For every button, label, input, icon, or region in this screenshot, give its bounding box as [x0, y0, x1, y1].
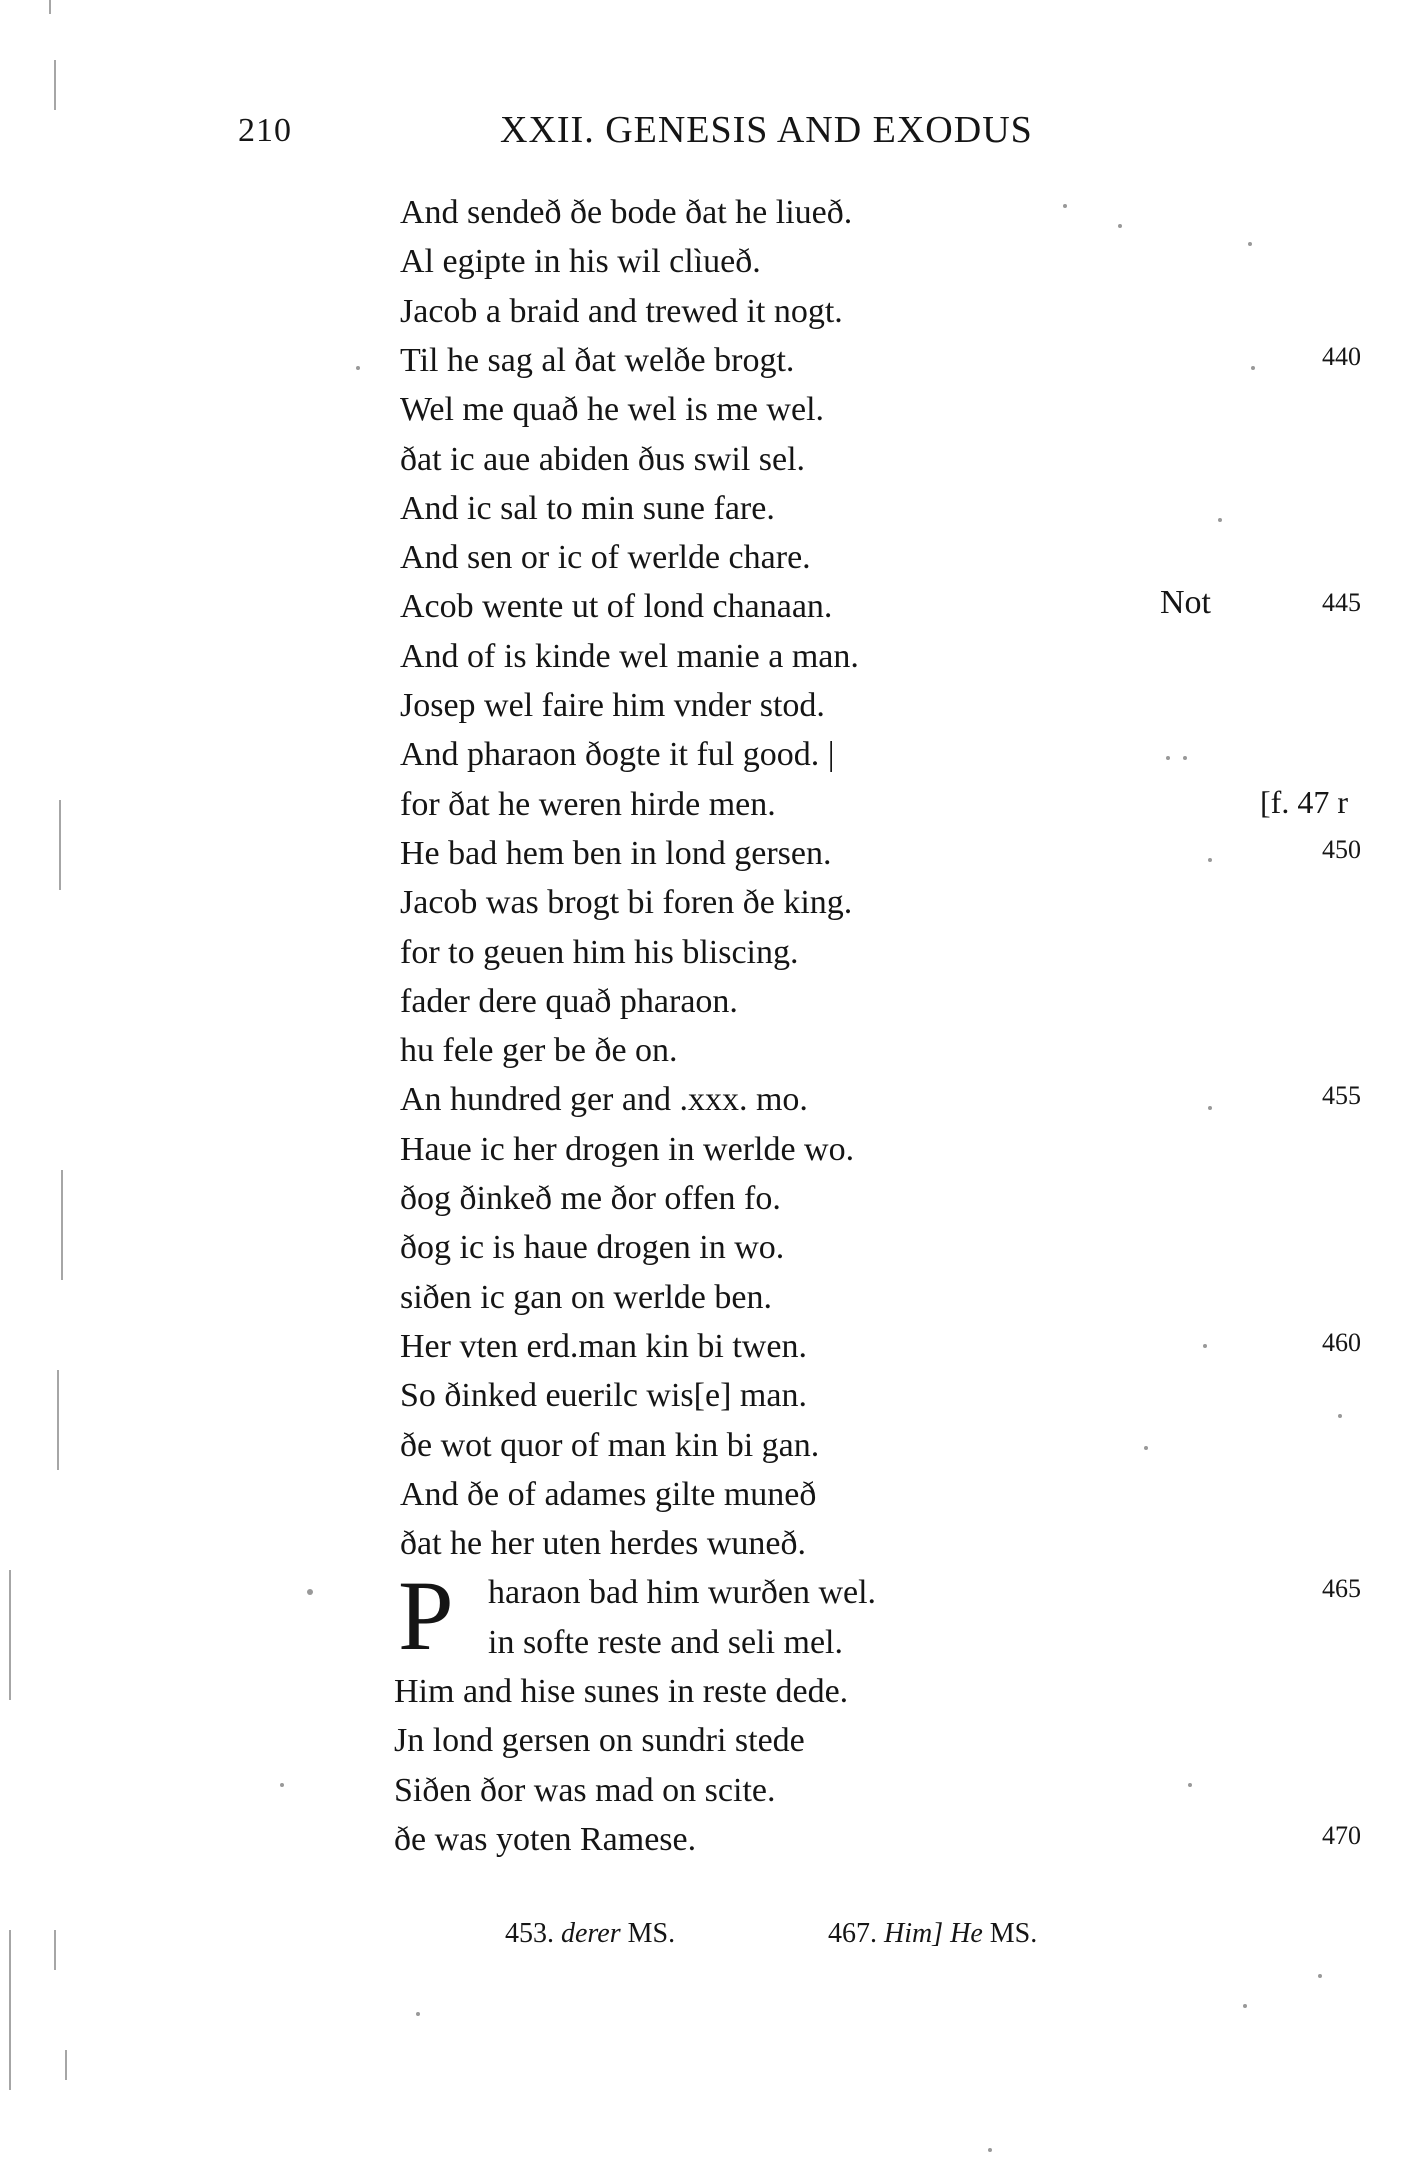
footnote-lemma: derer [561, 1918, 621, 1949]
verse-line [0, 1026, 1409, 1076]
verse-line [0, 977, 1409, 1027]
verse-line [0, 287, 1409, 337]
verse-line [0, 632, 1409, 682]
line-number: 460 [1322, 1328, 1361, 1357]
verse-text: ðe wot quor of man kin bi gan. [400, 1427, 820, 1464]
verse-text: Her vten erd.man kin bi twen. [400, 1328, 807, 1365]
footnotes [0, 1918, 1409, 1958]
verse-line [0, 730, 1409, 780]
verse-text: ðe was yoten Ramese. [394, 1821, 697, 1858]
verse-line [0, 1618, 1409, 1668]
verse-text: So ðinked euerilc wis[e] man. [400, 1377, 807, 1414]
verse-line [0, 681, 1409, 731]
verse-text: for ðat he weren hirde men. [400, 786, 776, 823]
verse-line [0, 1568, 1409, 1618]
verse-line [0, 533, 1409, 583]
running-title: XXII. GENESIS AND EXODUS [500, 109, 1033, 151]
verse-text: siðen ic gan on werlde ben. [400, 1279, 772, 1316]
verse-text: Siðen ðor was mad on scite. [394, 1772, 776, 1809]
verse-text: And pharaon ðogte it ful good. | [400, 736, 835, 773]
footnote-text: MS. [989, 1918, 1038, 1949]
verse-text: ðat he her uten herdes wuneð. [400, 1525, 806, 1562]
verse-line [0, 1174, 1409, 1224]
verse-text: fader dere quað pharaon. [400, 983, 738, 1020]
verse-text: haraon bad him wurðen wel. [488, 1574, 877, 1611]
page-number: 210 [238, 112, 292, 149]
verse-line [0, 1667, 1409, 1717]
verse-text: Haue ic her drogen in werlde wo. [400, 1131, 855, 1168]
verse-line [0, 1519, 1409, 1569]
verse-text: And of is kinde wel manie a man. [400, 638, 859, 675]
verse-text: And sendeð ðe bode ðat he liueð. [400, 194, 853, 231]
verse-line [0, 385, 1409, 435]
verse-line [0, 780, 1409, 830]
verse-text: ðog ic is haue drogen in wo. [400, 1229, 785, 1266]
verse-line [0, 1815, 1409, 1865]
verse-text: hu fele ger be ðe on. [400, 1032, 678, 1069]
verse-line [0, 878, 1409, 928]
line-number: 470 [1322, 1821, 1361, 1850]
line-number: 445 [1322, 588, 1361, 617]
verse-line [0, 188, 1409, 238]
verse-text: ðog ðinkeð me ðor offen fo. [400, 1180, 781, 1217]
verse-line [0, 1716, 1409, 1766]
verse-line [0, 1470, 1409, 1520]
footnote-text: MS. [627, 1918, 676, 1949]
verse-line [0, 928, 1409, 978]
line-number: 465 [1322, 1574, 1361, 1603]
verse-text: Jn lond gersen on sundri stede [394, 1722, 805, 1759]
footnote-lemma: Him] He [884, 1918, 983, 1949]
verse-line [0, 1371, 1409, 1421]
verse-text: And ðe of adames gilte muneð [400, 1476, 817, 1513]
footnote-number: 467. [828, 1918, 877, 1949]
verse-text: Wel me quað he wel is me wel. [400, 391, 825, 428]
folio-mark: [f. 47 r [1260, 784, 1348, 820]
footnote-number: 453. [505, 1918, 554, 1949]
verse-text: Jacob was brogt bi foren ðe king. [400, 884, 853, 921]
footnote-1 [505, 1918, 675, 1950]
verse-line [0, 1223, 1409, 1273]
verse-text: Jacob a braid and trewed it nogt. [400, 293, 843, 330]
verse-line [0, 829, 1409, 879]
footnote-2 [828, 1918, 1037, 1950]
verse-line [0, 336, 1409, 386]
verse-text: He bad hem ben in lond gersen. [400, 835, 832, 872]
verse-line [0, 435, 1409, 485]
verse-line [0, 1075, 1409, 1125]
verse-line [0, 1125, 1409, 1175]
verse-text: in softe reste and seli mel. [488, 1624, 844, 1661]
verse-line [0, 1421, 1409, 1471]
verse-text: Til he sag al ðat welðe brogt. [400, 342, 795, 379]
marginal-note: Not [1160, 584, 1211, 621]
verse-line [0, 484, 1409, 534]
verse-line [0, 237, 1409, 287]
verse-text: Josep wel faire him vnder stod. [400, 687, 825, 724]
verse-text: An hundred ger and .xxx. mo. [400, 1081, 808, 1118]
line-number: 455 [1322, 1081, 1361, 1110]
verse-line [0, 1322, 1409, 1372]
verse-text: Acob wente ut of lond chanaan. [400, 588, 833, 625]
verse-text: ðat ic aue abiden ðus swil sel. [400, 441, 806, 478]
verse-text: Him and hise sunes in reste dede. [394, 1673, 849, 1710]
verse-text: Al egipte in his wil clìueð. [400, 243, 761, 280]
verse-text: And ic sal to min sune fare. [400, 490, 775, 527]
line-number: 440 [1322, 342, 1361, 371]
line-number: 450 [1322, 835, 1361, 864]
verse-text: for to geuen him his bliscing. [400, 934, 799, 971]
verse-text: And sen or ic of werlde chare. [400, 539, 811, 576]
verse-line [0, 1273, 1409, 1323]
drop-cap: P [398, 1560, 454, 1671]
verse-line [0, 582, 1409, 632]
verse-line [0, 1766, 1409, 1816]
